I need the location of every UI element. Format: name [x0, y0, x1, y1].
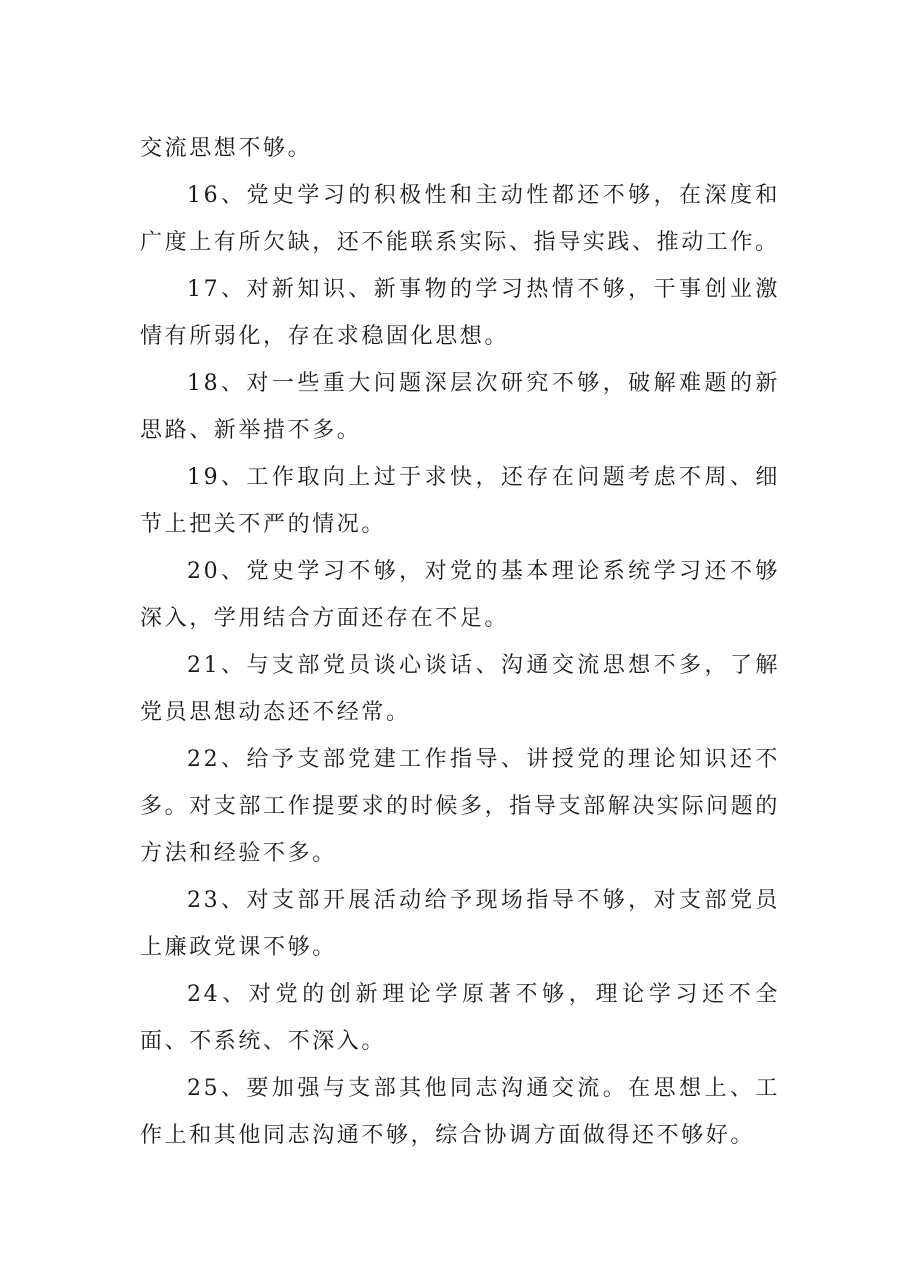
paragraph-item-25: 25、要加强与支部其他同志沟通交流。在思想上、工作上和其他同志沟通不够，综合协调方面做得还不够好。 — [140, 1076, 780, 1148]
paragraph-item-22: 22、给予支部党建工作指导、讲授党的理论知识还不多。对支部工作提要求的时候多，指导支部解决实际问题的方法和经验不多。 — [140, 747, 780, 866]
paragraph-item-16: 16、党史学习的积极性和主动性都还不够，在深度和广度上有所欠缺，还不能联系实际、指导实践、推动工作。 — [140, 183, 780, 255]
document-page — [140, 125, 780, 1159]
paragraph-item-19: 19、工作取向上过于求快，还存在问题考虑不周、细节上把关不严的情况。 — [140, 465, 780, 537]
paragraph-continuation: 交流思想不够。 — [140, 136, 313, 161]
paragraph-item-21: 21、与支部党员谈心谈话、沟通交流思想不多，了解党员思想动态还不经常。 — [140, 653, 780, 725]
paragraph-item-20: 20、党史学习不够，对党的基本理论系统学习还不够深入，学用结合方面还存在不足。 — [140, 559, 780, 631]
paragraph-item-17: 17、对新知识、新事物的学习热情不够，干事创业激情有所弱化，存在求稳固化思想。 — [140, 277, 780, 349]
paragraph-item-24: 24、对党的创新理论学原著不够，理论学习还不全面、不系统、不深入。 — [140, 982, 780, 1054]
paragraph-item-18: 18、对一些重大问题深层次研究不够，破解难题的新思路、新举措不多。 — [140, 371, 780, 443]
paragraph-item-23: 23、对支部开展活动给予现场指导不够，对支部党员上廉政党课不够。 — [140, 888, 780, 960]
